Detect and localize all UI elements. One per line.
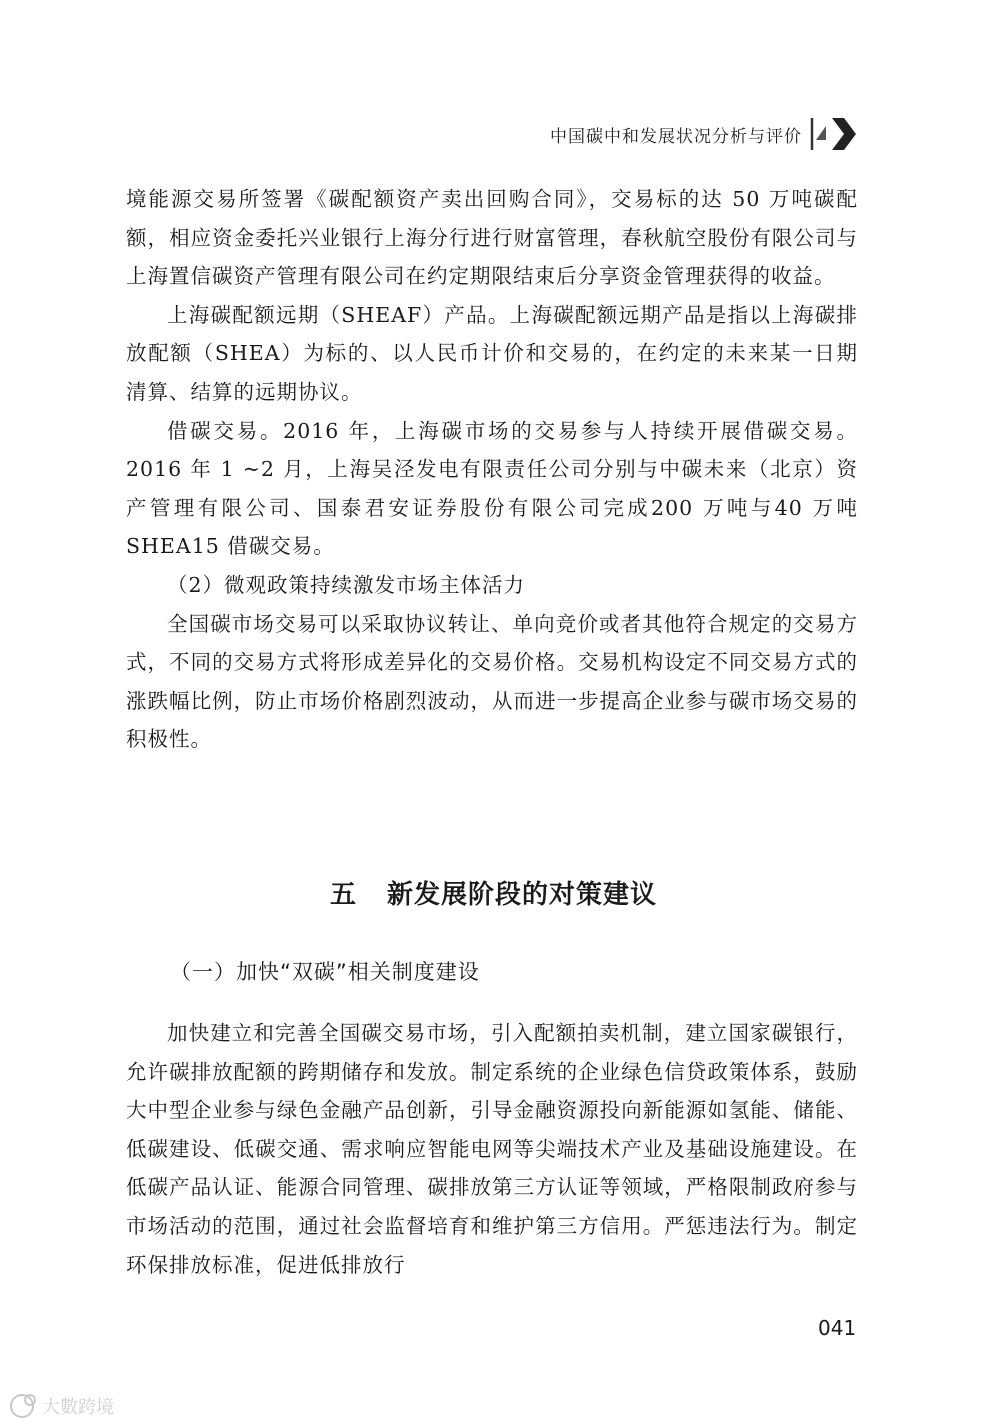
section-title xyxy=(0,874,987,911)
paragraph-micro-policy-heading: （2）微观政策持续激发市场主体活力 xyxy=(167,572,526,597)
section-title-text: 新发展阶段的对策建议 xyxy=(387,880,658,910)
watermark-text: 大數跨境 xyxy=(42,1397,114,1418)
paragraph-continuation: 境能源交易所签署《碳配额资产卖出回购合同》，交易标的达 50 万吨碳配额，相应资金委托兴业银行上海分行进行财富管理，春秋航空股份有限公司与上海置信碳资产管理有限公司在约定期限结束后分享资金管理获得的收益。 xyxy=(126,187,858,289)
paragraph-trading-methods: 全国碳市场交易可以采取协议转让、单向竞价或者其他符合规定的交易方式，不同的交易方式将形成差异化的交易价格。交易机构设定不同交易方式的涨跌幅比例，防止市场价格剧烈波动，从而进一步提高企业参与碳市场交易的积极性。 xyxy=(126,611,858,752)
chevron-mark-icon xyxy=(810,114,858,154)
bottom-text-block xyxy=(126,1014,858,1284)
paragraph-recommendations: 加快建立和完善全国碳交易市场，引入配额拍卖机制，建立国家碳银行，允许碳排放配额的跨期储存和发放。制定系统的企业绿色信贷政策体系，鼓励大中型企业参与绿色金融产品创新，引导金融资源投向新能源如氢能、储能、低碳建设、低碳交通、需求响应智能电网等尖端技术产业及基础设施建设。在低碳产品认证、能源合同管理、碳排放第三方认证等领域，严格限制政府参与市场活动的范围，通过社会监督培育和维护第三方信用。严惩违法行为。制定环保排放标准，促进低排放行 xyxy=(126,1021,858,1277)
watermark-logo-icon xyxy=(8,1392,138,1420)
subsection-title: （一）加快“双碳”相关制度建设 xyxy=(170,960,480,984)
top-text-block xyxy=(126,180,858,759)
paragraph-borrow-carbon: 借碳交易。2016 年，上海碳市场的交易参与人持续开展借碳交易。2016 年 1 ~2 月，上海吴泾发电有限责任公司分别与中碳未来（北京）资产管理有限公司、国泰君安证券股份有限公司完成200 万吨与40 万吨 SHEA15 借碳交易。 xyxy=(126,418,858,559)
page-number: 041 xyxy=(818,1316,857,1340)
paragraph-sheaf: 上海碳配额远期（SHEAF）产品。上海碳配额远期产品是指以上海碳排放配额（SHEA）为标的、以人民币计价和交易的，在约定的未来某一日期清算、结算的远期协议。 xyxy=(126,302,858,404)
running-header: 中国碳中和发展状况分析与评价 xyxy=(550,127,802,147)
section-number: 五 xyxy=(329,880,357,910)
